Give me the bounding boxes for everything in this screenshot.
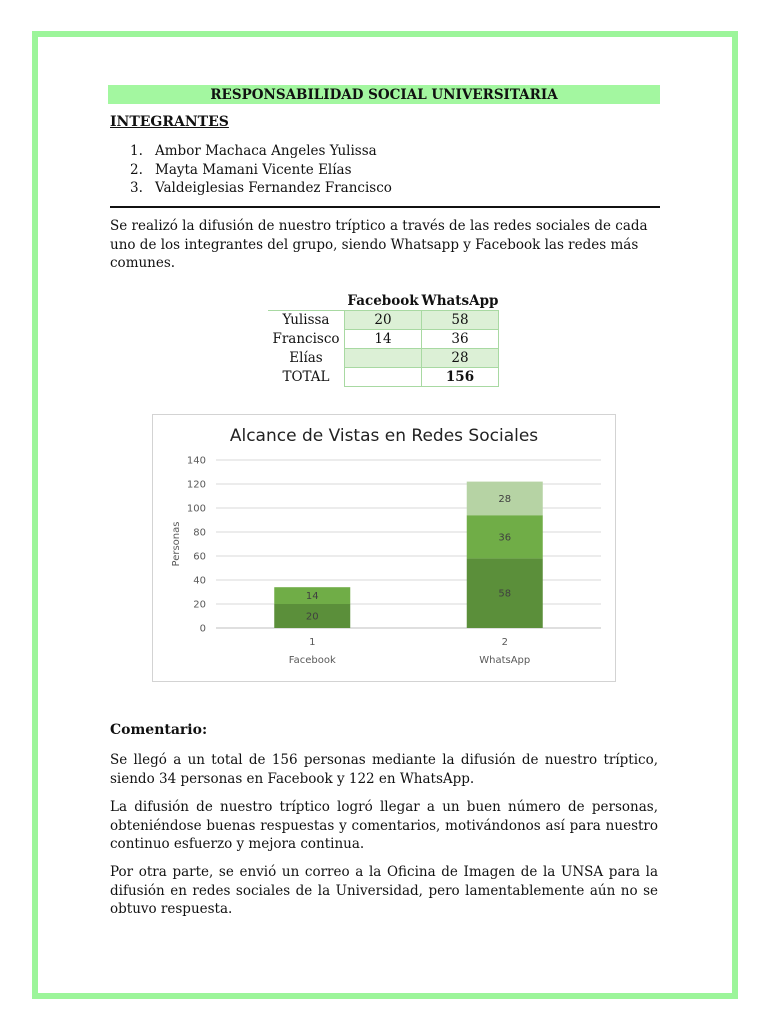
x-category-label: Facebook — [288, 655, 336, 666]
data-label: 20 — [305, 611, 319, 623]
comment-paragraph: La difusión de nuestro tríptico logró llegar a un buen número de personas, obteniéndose buenas respuestas y comentarios, motivándonos así para nuestro continuo esfuerzo y mejora continua. — [110, 799, 658, 852]
y-tick-label: 140 — [186, 455, 206, 467]
data-table — [268, 292, 499, 387]
y-tick-label: 80 — [193, 527, 206, 539]
table-cell: 58 — [422, 311, 499, 330]
x-category-label: WhatsApp — [479, 655, 531, 666]
table-row — [268, 368, 499, 387]
comment-heading: Comentario: — [110, 722, 208, 738]
table-header-cell: WhatsApp — [421, 293, 499, 309]
x-tick-label: 2 — [501, 637, 508, 648]
table-header-cell — [268, 292, 345, 311]
x-tick-label: 1 — [309, 637, 316, 648]
data-label: 36 — [498, 532, 512, 544]
table-row — [268, 311, 499, 330]
member-item — [130, 161, 392, 180]
y-tick-label: 40 — [193, 575, 206, 587]
table-cell: 156 — [422, 368, 499, 387]
members-list — [130, 142, 392, 198]
table-cell: 20 — [345, 311, 422, 330]
table-cell — [345, 349, 422, 368]
table-cell: 28 — [422, 349, 499, 368]
table-row — [268, 330, 499, 349]
row-label: Elías — [289, 350, 323, 366]
row-label: Yulissa — [268, 311, 345, 330]
member-number: 3. — [130, 180, 143, 196]
member-item — [130, 142, 392, 161]
y-tick-label: 60 — [193, 551, 206, 563]
member-number: 2. — [130, 161, 143, 178]
y-tick-label: 20 — [193, 599, 206, 611]
y-axis-label: Personas — [171, 521, 182, 567]
member-item — [130, 179, 392, 198]
table-cell: 14 — [345, 330, 422, 349]
comment-paragraph: Se llegó a un total de 156 personas mediante la difusión de nuestro tríptico, siendo 34 personas en Facebook y 122 en WhatsApp. — [110, 752, 658, 787]
y-tick-label: 120 — [186, 479, 206, 491]
y-tick-label: 100 — [186, 503, 206, 515]
member-name: Ambor Machaca Angeles Yulissa — [155, 143, 377, 159]
row-label: TOTAL — [282, 369, 330, 385]
table-header-cell: Facebook — [347, 293, 419, 309]
member-number: 1. — [130, 143, 143, 159]
section-divider — [110, 206, 660, 208]
member-name: Valdeiglesias Fernandez Francisco — [155, 180, 392, 196]
data-label: 14 — [305, 591, 319, 603]
y-tick-label: 0 — [199, 623, 206, 635]
chart-container — [152, 414, 616, 682]
table-cell — [345, 368, 422, 387]
stacked-bar-chart — [153, 415, 615, 681]
data-label: 28 — [498, 493, 512, 505]
member-name: Mayta Mamani Vicente Elías — [155, 161, 352, 178]
row-label: Francisco — [272, 331, 340, 347]
chart-title: Alcance de Vistas en Redes Sociales — [229, 426, 539, 446]
document-title: RESPONSABILIDAD SOCIAL UNIVERSITARIA — [108, 85, 660, 104]
data-label: 58 — [498, 588, 512, 600]
comment-paragraph: Por otra parte, se envió un correo a la Oficina de Imagen de la UNSA para la difusión en redes sociales de la Universidad, pero lamentablemente aún no se obtuvo respuesta. — [110, 864, 658, 917]
table-row — [268, 349, 499, 368]
table-header-row — [268, 292, 499, 311]
members-heading: INTEGRANTES — [110, 114, 229, 130]
intro-paragraph: Se realizó la difusión de nuestro tríptico a través de las redes sociales de cada uno de los integrantes del grupo, siendo Whatsapp y Facebook las redes más comunes. — [110, 218, 648, 271]
table-cell: 36 — [422, 330, 499, 349]
